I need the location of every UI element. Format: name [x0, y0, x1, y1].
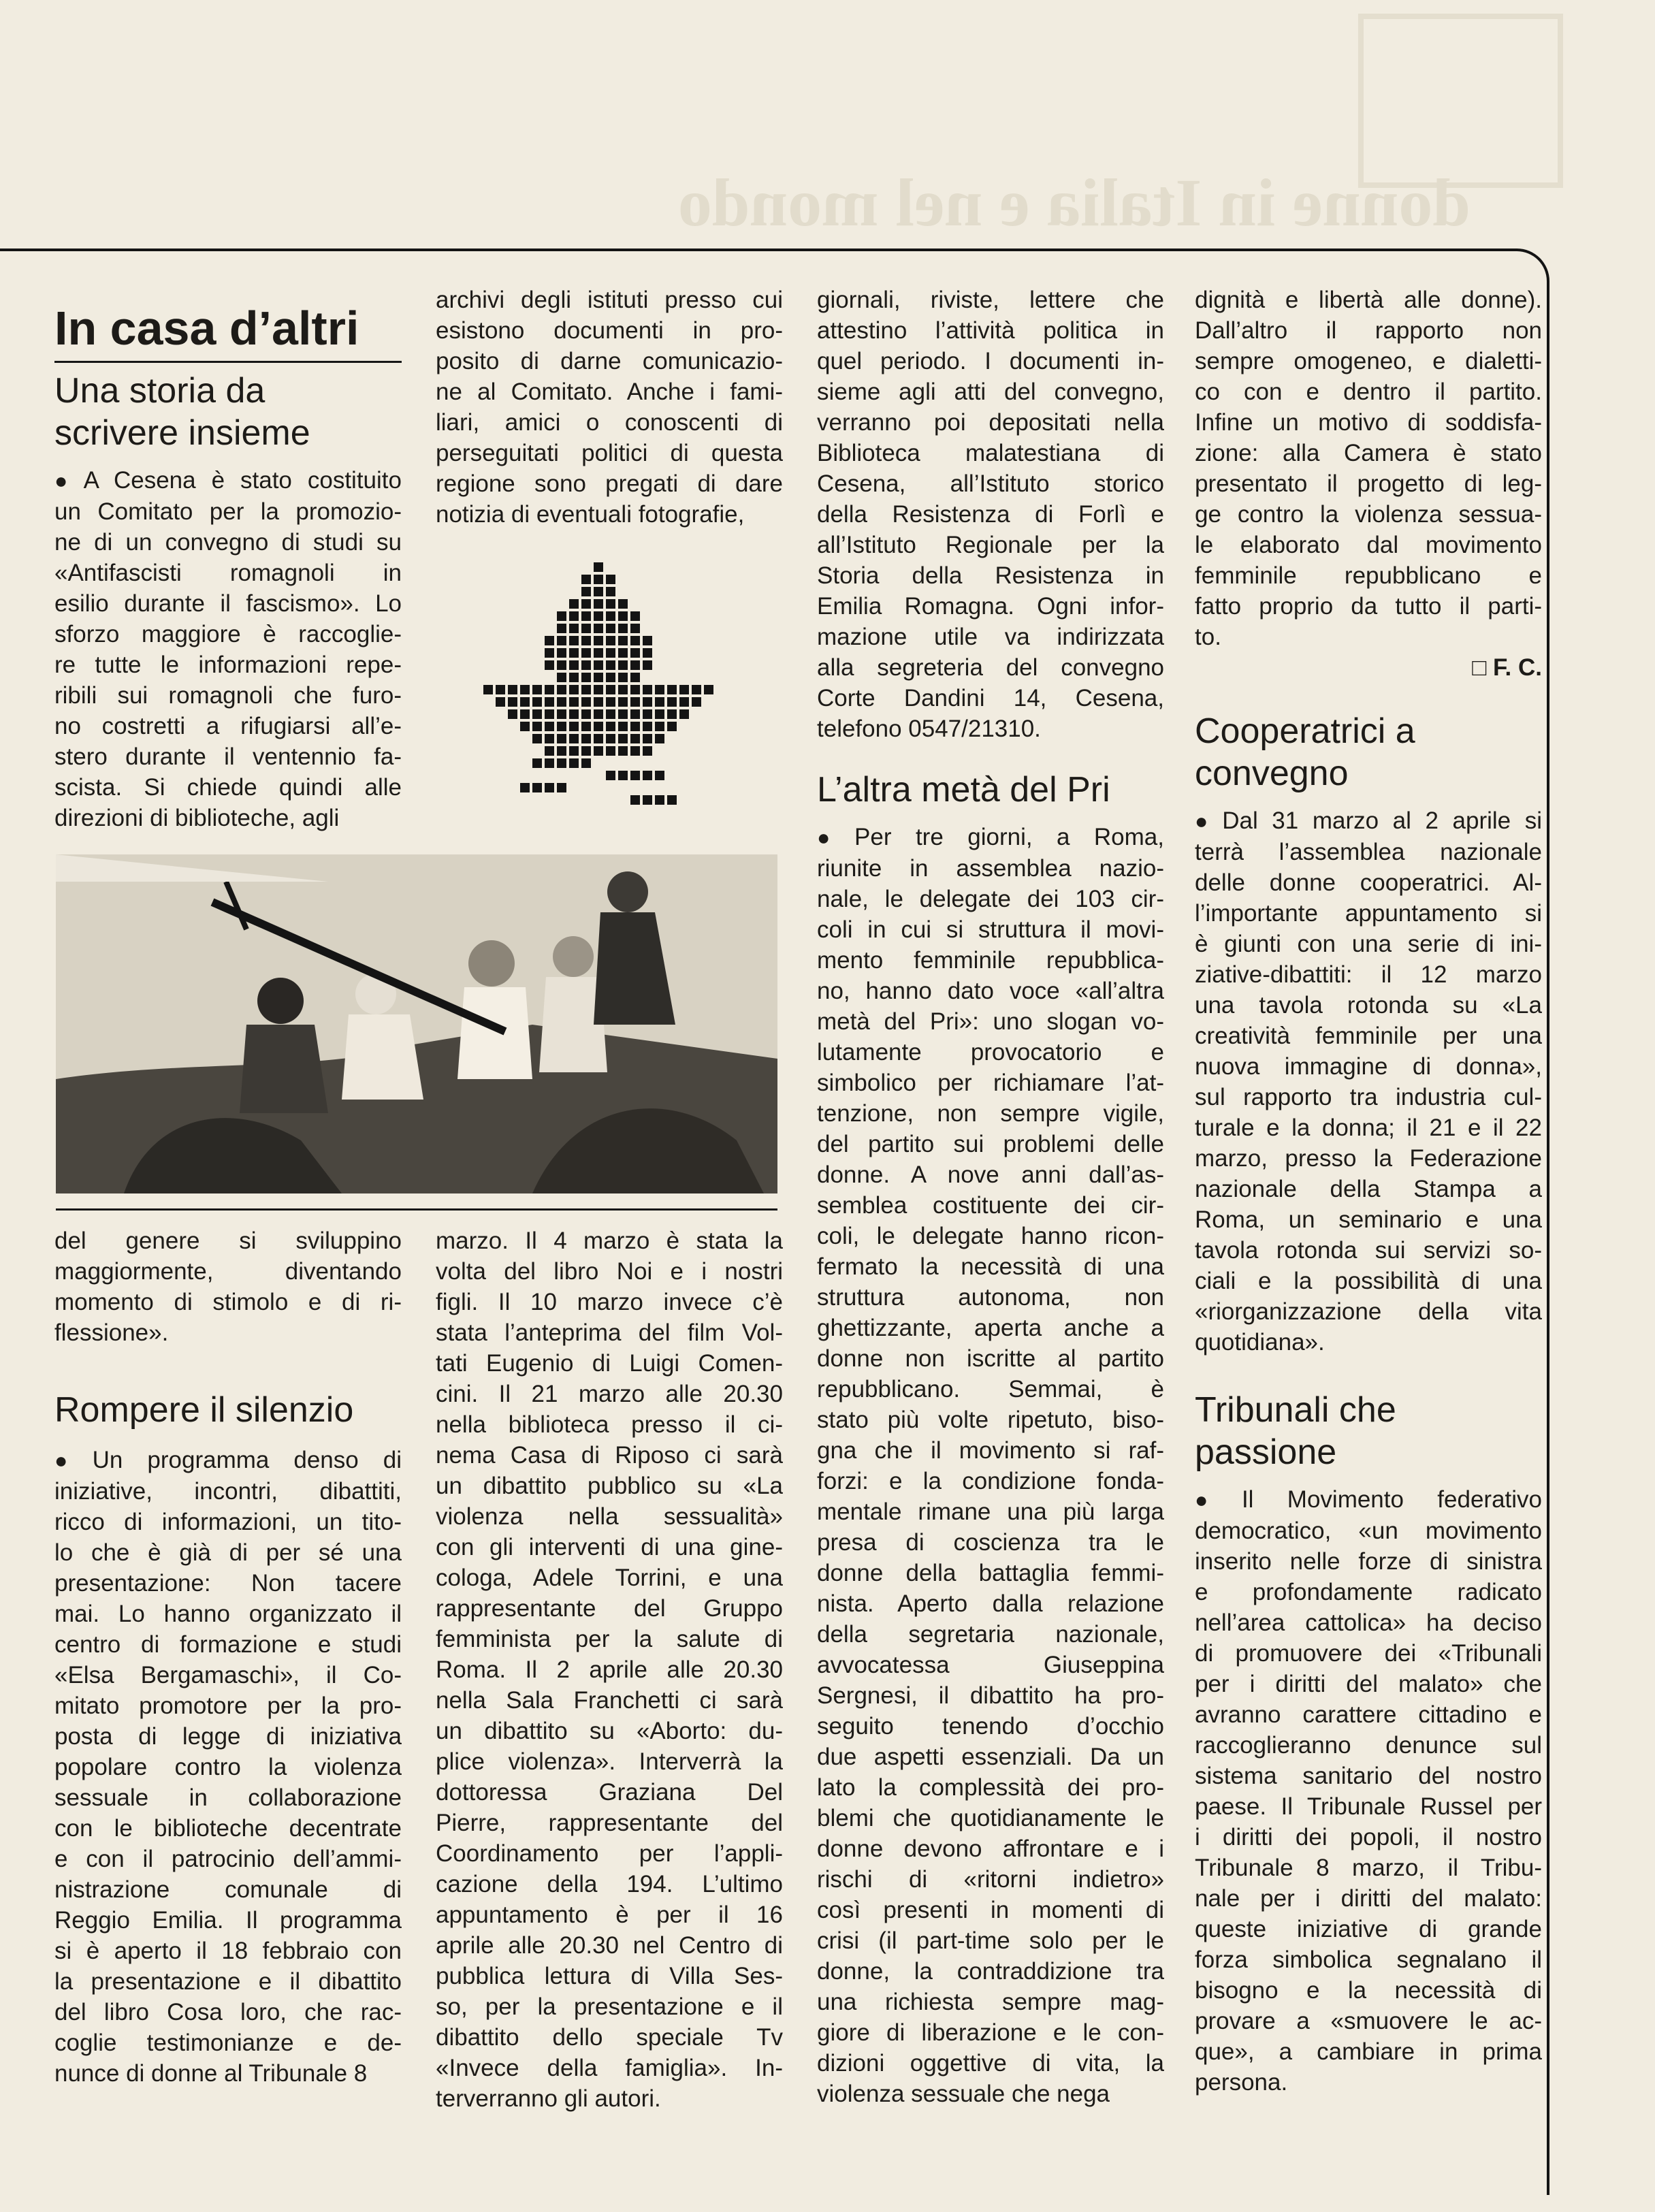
text-line: provare a «smuovere le ac- [1195, 2008, 1542, 2034]
text-line: no costretti a rifugiarsi all’e- [54, 713, 402, 739]
text-line: semblea costituente dei cir- [817, 1192, 1164, 1219]
text-line: turale e la donna; il 21 e il 22 [1195, 1115, 1542, 1141]
text-line: Tribunale 8 marzo, il Tribu- [1195, 1855, 1542, 1881]
text-line: metà del Pri»: uno slogan vo- [817, 1008, 1164, 1035]
article-body-una-storia [54, 465, 402, 833]
text-line: Dall’altro il rapporto non [1195, 317, 1542, 344]
text-line: Storia della Resistenza in [817, 562, 1164, 589]
text-line: lato la complessità dei pro- [817, 1774, 1164, 1801]
text-line: lo che è già di per sé una [54, 1539, 402, 1566]
text-line: so, per la presentazione e il [436, 1993, 783, 2020]
text-line: donne devono affrontare e i [817, 1836, 1164, 1862]
text-line: ciali e la possibilità di una [1195, 1268, 1542, 1294]
text-line: cazione della 194. L’ultimo [436, 1871, 783, 1897]
text-line: esilio durante il fascismo». Lo [54, 590, 402, 617]
column-3 [817, 285, 1164, 2109]
text-line: nella Sala Franchetti ci sarà [436, 1687, 783, 1714]
text-line: esistono documenti in pro- [436, 317, 783, 344]
text-line: tati Eugenio di Luigi Comen- [436, 1350, 783, 1377]
text-line: blemi che quotidianamente le [817, 1805, 1164, 1831]
article-title-text: Cooperatrici a convegno [1195, 711, 1415, 793]
text-line: Roma. Il 2 aprile alle 20.30 [436, 1656, 783, 1683]
text-line: ne di un convegno di studi su [54, 529, 402, 556]
text-line: forzi: e la condizione fonda- [817, 1468, 1164, 1494]
text-line: Emilia Romagna. Ogni infor- [817, 593, 1164, 620]
text-line: telefono 0547/21310. [817, 716, 1041, 742]
text-line: stato più volte ripetuto, biso- [817, 1407, 1164, 1433]
text-line: sieme agli atti del convegno, [817, 379, 1164, 405]
article-body-rompere [54, 1445, 402, 2089]
text-line: nella biblioteca presso il ci- [436, 1411, 783, 1438]
text-line: dottoressa Graziana Del [436, 1779, 783, 1806]
author-signature: □ F. C. [1472, 654, 1542, 681]
text-line: ricco di informazioni, un tito- [54, 1509, 402, 1535]
text-line: seguito tenendo d’occhio [817, 1713, 1164, 1740]
column-2-bottom [436, 1225, 783, 2114]
text-line: all’Istituto Regionale per la [817, 532, 1164, 558]
text-line: del libro Cosa loro, che rac- [54, 1999, 402, 2025]
text-line: maggiormente, diventando [54, 1258, 402, 1285]
text-line: raccoglieranno denunce sul [1195, 1732, 1542, 1759]
text-line: posito di darne comunicazio- [436, 348, 783, 374]
text-line: del partito sui problemi delle [817, 1131, 1164, 1157]
article-body-cooperatrici [1195, 805, 1542, 1358]
text-line: re tutte le informazioni repe- [54, 652, 402, 678]
text-line: della segretaria nazionale, [817, 1621, 1164, 1648]
text-line: l’importante appuntamento si [1195, 900, 1542, 927]
text-line: un dibattito su «Aborto: du- [436, 1718, 783, 1744]
text-line: crisi (il part-time solo per le [817, 1927, 1164, 1954]
article-title-rompere: Rompere il silenzio [54, 1390, 354, 1430]
text-line: scista. Si chiede quindi alle [54, 774, 402, 801]
bleed-through-logo [1358, 14, 1563, 188]
text-line: liari, amici o conoscenti di [436, 409, 783, 436]
column-1-top [54, 300, 402, 833]
article-body-pri [817, 822, 1164, 2109]
text-line: femminista per la salute di [436, 1626, 783, 1652]
text-line: giornali, riviste, lettere che [817, 287, 1164, 313]
text-line: que», a cambiare in prima [1195, 2038, 1542, 2065]
text-line: nuova immagine di donna», [1195, 1053, 1542, 1080]
column-1-bottom [54, 1225, 402, 2089]
text-line: plice violenza». Interverrà la [436, 1748, 783, 1775]
text-line: volta del libro Noi e i nostri [436, 1258, 783, 1285]
text-line: un Comitato per la promozio- [54, 498, 402, 525]
bullet-icon: ● [1195, 809, 1216, 833]
text-line: la presentazione e il dibattito [54, 1968, 402, 1995]
text-line: aprile alle 20.30 nel Centro di [436, 1932, 783, 1959]
text-line: struttura autonoma, non [817, 1284, 1164, 1311]
text-line: nistrazione comunale di [54, 1876, 402, 1903]
bullet-icon: ● [54, 468, 77, 493]
text-line: e profondamente radicato [1195, 1579, 1542, 1605]
text-line: «riorganizzazione della vita [1195, 1298, 1542, 1325]
text-line: simbolico per richiamare l’at- [817, 1070, 1164, 1096]
text-line: violenza nella sessualità» [436, 1503, 783, 1530]
text-line: direzioni di biblioteche, agli [54, 805, 340, 831]
text-line: notizia di eventuali fotografie, [436, 501, 745, 528]
continuation-text [54, 1225, 402, 1348]
text-line: lutamente provocatorio e [817, 1039, 1164, 1065]
text-line: presa di coscienza tra le [817, 1529, 1164, 1556]
text-line [1195, 1484, 1542, 1516]
text-line: paese. Il Tribunale Russel per [1195, 1793, 1542, 1820]
text-line: «Elsa Bergamaschi», il Co- [54, 1662, 402, 1688]
text-line-content: Il Movimento federativo [1241, 1486, 1543, 1513]
text-line-content: Dal 31 marzo al 2 aprile si [1222, 807, 1543, 834]
text-line: una tavola rotonda su «La [1195, 992, 1542, 1019]
text-line: cologa, Adele Torrini, e una [436, 1565, 783, 1591]
text-line: presentato il progetto di leg- [1195, 470, 1542, 497]
text-line: no, hanno dato voce «all’altra [817, 978, 1164, 1004]
text-line: mai. Lo hanno organizzato il [54, 1601, 402, 1627]
text-line: attestino l’attività politica in [817, 317, 1164, 344]
text-line: dizioni oggettive di vita, la [817, 2050, 1164, 2077]
text-line: ribili sui romagnoli che furo- [54, 682, 402, 709]
rubric-rule [54, 361, 402, 363]
text-line: ziative-dibattiti: il 12 marzo [1195, 961, 1542, 988]
text-line: archivi degli istituti presso cui [436, 287, 783, 313]
text-line: nista. Aperto dalla relazione [817, 1590, 1164, 1617]
text-line: inserito nelle forze di sinistra [1195, 1548, 1542, 1575]
text-line: quotidiana». [1195, 1329, 1325, 1356]
article-body-tribunali [1195, 1484, 1542, 2098]
text-line: sessuale in collaborazione [54, 1784, 402, 1811]
text-line: Corte Dandini 14, Cesena, [817, 685, 1164, 711]
bullet-icon: ● [817, 825, 848, 850]
text-line: donne. A nove anni dall’as- [817, 1161, 1164, 1188]
text-line: così presenti in momenti di [817, 1897, 1164, 1923]
text-line: co con e dentro il partito. [1195, 379, 1542, 405]
text-line: nema Casa di Riposo ci sarà [436, 1442, 783, 1469]
text-line: democratico, «un movimento [1195, 1518, 1542, 1544]
text-line: queste iniziative di grande [1195, 1916, 1542, 1942]
text-line: coli, le delegate hanno ricon- [817, 1223, 1164, 1249]
text-line: femminile repubblicano e [1195, 562, 1542, 589]
text-line: ge contro la violenza sessua- [1195, 501, 1542, 528]
bleed-through-heading: donne in Italia e nel mondo [677, 165, 1471, 240]
text-line: gna che il movimento si raf- [817, 1437, 1164, 1464]
article-title-text: Tribunali che passione [1195, 1390, 1396, 1472]
rubric-title: In casa d’altri [54, 302, 359, 355]
text-line: nunce di donne al Tribunale 8 [54, 2060, 368, 2087]
text-line: appuntamento è per il 16 [436, 1902, 783, 1928]
text-line: persona. [1195, 2069, 1288, 2096]
text-line: violenza sessuale che nega [817, 2081, 1110, 2107]
text-line: nale per i diritti del malato: [1195, 1885, 1542, 1912]
text-line: le elaborato dal movimento [1195, 532, 1542, 558]
article-title-una-storia [54, 370, 354, 454]
text-line: con gli interventi di una gine- [436, 1534, 783, 1560]
text-line: mitato promotore per la pro- [54, 1693, 402, 1719]
text-line: nale, le delegate dei 103 cir- [817, 886, 1164, 912]
text-line: riunite in assemblea nazio- [817, 855, 1164, 882]
text-line: regione sono pregati di dare [436, 470, 783, 497]
text-line: ne al Comitato. Anche i fami- [436, 379, 783, 405]
text-line [817, 822, 1164, 853]
text-line: marzo. Il 4 marzo è stata la [436, 1228, 783, 1254]
partisans-photo-illustration [56, 854, 777, 1193]
text-line: rappresentante del Gruppo [436, 1595, 783, 1622]
text-line [1195, 805, 1542, 837]
text-line: Coordinamento per l’appli- [436, 1840, 783, 1867]
text-line: terverranno gli autori. [436, 2085, 661, 2112]
text-line: zione: alla Camera è stato [1195, 440, 1542, 466]
text-line: mentale rimane una più larga [817, 1498, 1164, 1525]
text-line: flessione». [54, 1319, 169, 1346]
text-line: presentazione: Non tacere [54, 1570, 402, 1597]
text-line: nell’area cattolica» ha deciso [1195, 1609, 1542, 1636]
text-line: to. [1195, 624, 1221, 650]
text-line [54, 465, 402, 496]
text-line: giore di liberazione e le con- [817, 2019, 1164, 2046]
text-line: marzo, presso la Federazione [1195, 1145, 1542, 1172]
text-line: cini. Il 21 marzo alle 20.30 [436, 1381, 783, 1407]
text-line: dibattito dello speciale Tv [436, 2024, 783, 2051]
text-line: quel periodo. I documenti in- [817, 348, 1164, 374]
text-line: dignità e libertà alle donne). [1195, 287, 1542, 313]
text-line: ghettizzante, aperta anche a [817, 1315, 1164, 1341]
text-line: «Antifascisti romagnoli in [54, 560, 402, 586]
pri-ivy-logo [477, 558, 722, 810]
text-line: bisogno e la necessità di [1195, 1977, 1542, 2004]
text-line: Infine un motivo di soddisfa- [1195, 409, 1542, 436]
text-line: per i diritti del malato» che [1195, 1671, 1542, 1697]
text-line: delle donne cooperatrici. Al- [1195, 869, 1542, 896]
text-line: una richiesta sempre mag- [817, 1989, 1164, 2015]
column-3-top-text [817, 285, 1164, 744]
column-4-top-text [1195, 285, 1542, 652]
photo-rule [56, 1208, 777, 1211]
text-line: terrà l’assemblea nazionale [1195, 839, 1542, 865]
text-line: con le biblioteche decentrate [54, 1815, 402, 1842]
text-line-content: Un programma denso di [92, 1447, 402, 1473]
column-2-top [436, 285, 783, 530]
text-line: coglie testimonianze e de- [54, 2030, 402, 2056]
text-line: fermato la necessità di una [817, 1253, 1164, 1280]
text-line: pubblica lettura di Villa Ses- [436, 1963, 783, 1989]
text-line: posta di legge di iniziativa [54, 1723, 402, 1750]
text-line: un dibattito pubblico su «La [436, 1473, 783, 1499]
text-line: alla segreteria del convegno [817, 654, 1164, 681]
text-line: due aspetti essenziali. Da un [817, 1744, 1164, 1770]
bullet-icon: ● [54, 1448, 86, 1473]
text-line: figli. Il 10 marzo invece c’è [436, 1289, 783, 1315]
text-line-content: Per tre giorni, a Roma, [854, 824, 1164, 850]
article-title-text: Una storia da scrivere insieme [54, 371, 310, 453]
text-line: mento femminile repubblica- [817, 947, 1164, 974]
text-line: verranno poi depositati nella [817, 409, 1164, 436]
text-line: nazionale della Stampa a [1195, 1176, 1542, 1202]
text-line: si è aperto il 18 febbraio con [54, 1938, 402, 1964]
text-line: Cesena, all’Istituto storico [817, 470, 1164, 497]
text-line: del genere si sviluppino [54, 1228, 402, 1254]
text-line: sistema sanitario del nostro [1195, 1763, 1542, 1789]
text-line: stata l’anteprima del film Vol- [436, 1319, 783, 1346]
text-line: Sergnesi, il dibattito ha pro- [817, 1682, 1164, 1709]
text-line: avranno carattere cittadino e [1195, 1701, 1542, 1728]
text-line: della Resistenza di Forlì e [817, 501, 1164, 528]
text-line: centro di formazione e studi [54, 1631, 402, 1658]
text-line: forza simbolica segnalano il [1195, 1946, 1542, 1973]
text-line: Pierre, rappresentante del [436, 1810, 783, 1836]
text-line: iniziative, incontri, dibattiti, [54, 1478, 402, 1505]
text-line: creatività femminile per una [1195, 1023, 1542, 1049]
partisans-photo [56, 854, 777, 1193]
text-line: donne non iscritte al partito [817, 1345, 1164, 1372]
text-line: Biblioteca malatestiana di [817, 440, 1164, 466]
text-line-content: A Cesena è stato costituito [83, 467, 402, 494]
text-line: sforzo maggiore è raccoglie- [54, 621, 402, 647]
text-line: popolare contro la violenza [54, 1754, 402, 1780]
bullet-icon: ● [1195, 1488, 1235, 1512]
text-line: Reggio Emilia. Il programma [54, 1907, 402, 1934]
text-line: fatto proprio da tutto il parti- [1195, 593, 1542, 620]
text-line: Roma, un seminario e una [1195, 1206, 1542, 1233]
text-line: sul rapporto tra industria cul- [1195, 1084, 1542, 1110]
article-title-tribunali [1195, 1389, 1481, 1473]
text-line: e con il patrocinio dell’ammi- [54, 1846, 402, 1872]
text-line: tenzione, non sempre vigile, [817, 1100, 1164, 1127]
text-line: «Invece della famiglia». In- [436, 2055, 783, 2081]
text-line: i diritti dei popoli, il nostro [1195, 1824, 1542, 1850]
text-line: rischi di «ritorni indietro» [817, 1866, 1164, 1893]
text-line: coli in cui si struttura il movi- [817, 916, 1164, 943]
text-line: sempre omogeneo, e dialetti- [1195, 348, 1542, 374]
text-line: è giunti con una serie di ini- [1195, 931, 1542, 957]
text-line [54, 1445, 402, 1476]
text-line: avvocatessa Giuseppina [817, 1652, 1164, 1678]
column-4 [1195, 285, 1542, 2098]
text-line: stero durante il ventennio fa- [54, 743, 402, 770]
text-line: tavola rotonda sui servizi so- [1195, 1237, 1542, 1264]
text-line: momento di stimolo e di ri- [54, 1289, 402, 1315]
text-line: donne, la contraddizione tra [817, 1958, 1164, 1985]
text-line: di promuovere dei «Tribunali [1195, 1640, 1542, 1667]
article-title-pri: L’altra metà del Pri [817, 770, 1110, 810]
text-line: repubblicano. Semmai, è [817, 1376, 1164, 1402]
text-line: perseguitati politici di questa [436, 440, 783, 466]
article-title-cooperatrici [1195, 710, 1467, 795]
text-line: mazione utile va indirizzata [817, 624, 1164, 650]
text-line: donne della battaglia femmi- [817, 1560, 1164, 1586]
